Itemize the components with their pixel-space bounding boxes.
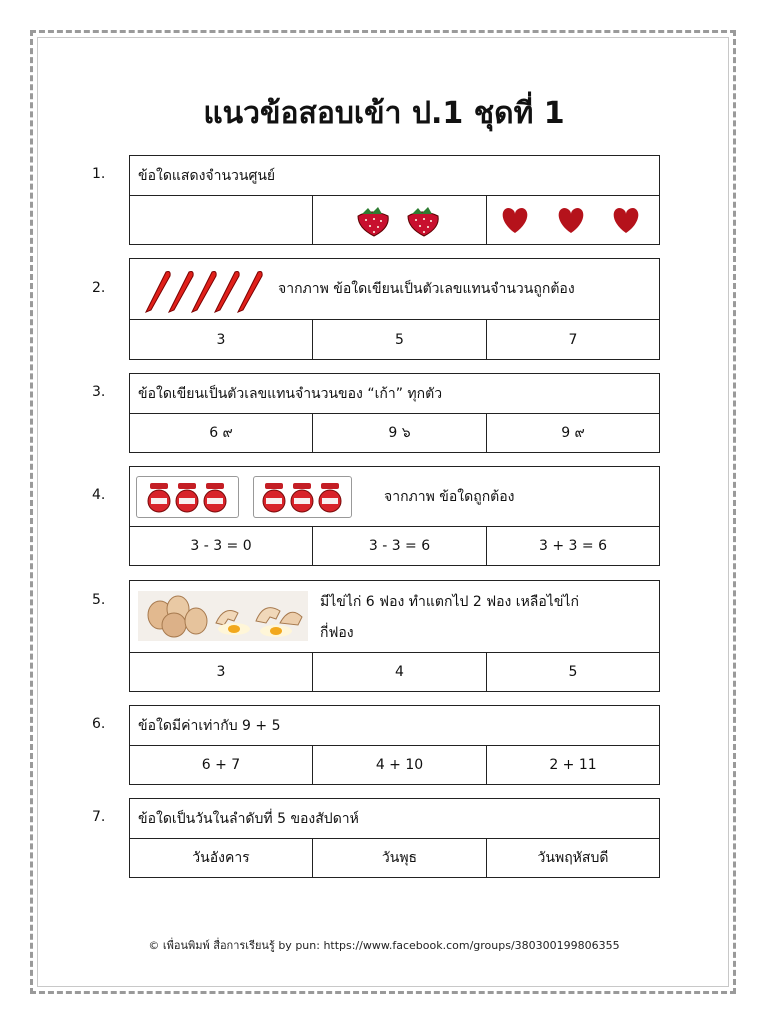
strawberry-icon [350,202,450,238]
question-1-text: ข้อใดแสดงจำนวนศูนย์ [138,167,276,184]
question-2-choice-2[interactable]: 5 [313,320,487,359]
question-1 [129,155,660,245]
question-4-text: จากภาพ ข้อใดถูกต้อง [384,488,515,505]
question-1-choice-2[interactable] [313,196,487,244]
question-2-number: 2. [92,280,106,296]
question-4-choice-1[interactable]: 3 - 3 = 0 [130,527,313,565]
page-title: แนวข้อสอบเข้า ป.1 ชุดที่ 1 [203,96,565,131]
question-4-number: 4. [92,487,106,503]
heart-icon [498,203,648,237]
footer-credit: © เพื่อนพิมพ์ สื่อการเรียนรู้ by pun: https://www.facebook.com/groups/380300199806355 [148,939,620,952]
question-7-choice-2[interactable]: วันพุธ [313,839,487,877]
jam-jar-icon [146,481,230,513]
question-7-choice-3[interactable]: วันพฤหัสบดี [537,850,609,866]
question-3-number: 3. [92,384,106,400]
question-5 [129,580,660,692]
question-6-choice-1[interactable]: 6 + 7 [130,746,313,784]
question-5-number: 5. [92,592,106,608]
question-4 [129,466,660,566]
question-5-choice-3[interactable]: 5 [568,664,578,680]
question-3 [129,373,660,453]
question-3-choice-2[interactable]: 9 ๖ [313,414,487,452]
question-1-choice-3[interactable] [487,196,659,244]
question-2 [129,258,660,360]
question-7 [129,798,660,878]
question-6-number: 6. [92,716,106,732]
question-7-choice-1[interactable]: วันอังคาร [130,839,313,877]
question-6-text: ข้อใดมีค่าเท่ากับ 9 + 5 [138,717,281,734]
question-3-choice-1[interactable]: 6 ๙ [130,414,313,452]
question-6-choice-3[interactable]: 2 + 11 [549,757,597,773]
question-5-text-line-2: กี่ฟอง [320,625,354,641]
question-5-choice-1[interactable]: 3 [130,653,313,691]
eggs-icon [138,591,308,641]
question-2-choice-3[interactable]: 7 [568,331,578,348]
jam-jar-group-2 [253,476,352,518]
question-6-choice-2[interactable]: 4 + 10 [313,746,487,784]
question-1-choice-1[interactable] [130,196,313,244]
question-7-text: ข้อใดเป็นวันในลำดับที่ 5 ของสัปดาห์ [138,810,359,827]
question-4-choice-2[interactable]: 3 - 3 = 6 [313,527,487,565]
question-5-choice-2[interactable]: 4 [313,653,487,691]
question-4-choice-3[interactable]: 3 + 3 = 6 [539,538,607,554]
question-2-text: จากภาพ ข้อใดเขียนเป็นตัวเลขแทนจำนวนถูกต้อง [278,281,575,297]
question-3-text: ข้อใดเขียนเป็นตัวเลขแทนจำนวนของ “เก้า” ทุกตัว [138,385,443,402]
question-6 [129,705,660,785]
question-3-choice-3[interactable]: 9 ๙ [561,425,585,441]
question-1-number: 1. [92,166,106,182]
jam-jar-group-1 [136,476,239,518]
pen-icon [140,264,268,314]
question-5-text-line-1: มีไข่ไก่ 6 ฟอง ทำแตกไป 2 ฟอง เหลือไข่ไก่ [320,594,579,610]
question-2-choice-1[interactable]: 3 [130,320,313,359]
jam-jar-icon [261,481,345,513]
question-7-number: 7. [92,809,106,825]
